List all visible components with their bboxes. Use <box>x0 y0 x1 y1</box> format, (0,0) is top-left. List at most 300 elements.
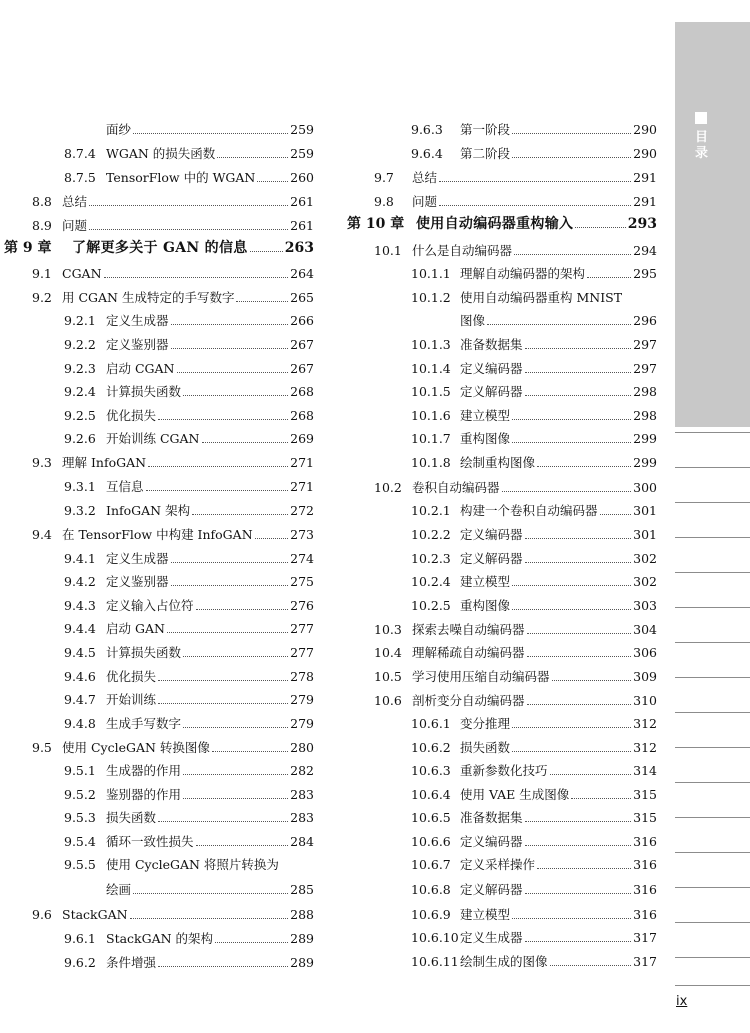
toc-entry-title: 定义编码器 <box>460 527 523 542</box>
toc-entry-title: 绘画 <box>106 882 132 897</box>
toc-entry-number: 9.2.5 <box>64 408 96 423</box>
toc-entry <box>32 286 314 306</box>
dot-leader <box>171 348 289 349</box>
toc-entry-title: 使用自动编码器重构 MNIST <box>460 290 623 305</box>
toc-entry <box>64 309 314 329</box>
toc-entry-number: 9.4.4 <box>64 621 96 636</box>
toc-entry-page: 266 <box>290 313 314 328</box>
toc-entry-number: 9.4.2 <box>64 574 96 589</box>
toc-entry <box>411 404 657 424</box>
toc-entry-page: 261 <box>290 218 314 233</box>
toc-entry-page: 261 <box>290 194 314 209</box>
toc-entry-title: 优化损失 <box>106 408 157 423</box>
dot-leader <box>512 157 631 158</box>
toc-entry-number: 10.1 <box>374 243 402 258</box>
toc-entry-title: 重构图像 <box>460 598 511 613</box>
toc-entry <box>106 118 314 138</box>
toc-entry <box>64 594 314 614</box>
toc-entry <box>411 950 657 970</box>
toc-entry-page: 284 <box>290 834 314 849</box>
toc-entry-number: 9.4.5 <box>64 645 96 660</box>
page-number: ix <box>676 994 688 1009</box>
toc-entry-title: 问题 <box>62 218 88 233</box>
toc-entry-number: 10.6.11 <box>411 954 459 969</box>
toc-entry-page: 282 <box>290 763 314 778</box>
toc-entry <box>32 736 314 756</box>
toc-entry-number: 10.6.4 <box>411 787 451 802</box>
tab-divider <box>675 502 750 503</box>
toc-entry <box>411 118 657 138</box>
toc-entry-page: 301 <box>633 503 657 518</box>
toc-entry-number: 10.1.6 <box>411 408 451 423</box>
dot-leader <box>212 751 288 752</box>
toc-entry-number: 10.6.9 <box>411 907 451 922</box>
toc-entry <box>411 594 657 614</box>
toc-entry-number: 9.2.3 <box>64 361 96 376</box>
toc-entry <box>374 665 657 685</box>
toc-entry <box>411 427 657 447</box>
toc-entry-title: 定义编码器 <box>460 361 523 376</box>
toc-entry-number: 10.1.5 <box>411 384 451 399</box>
toc-entry <box>411 806 657 826</box>
toc-entry-title: 使用 CycleGAN 转换图像 <box>62 740 210 755</box>
toc-entry-number: 8.8 <box>32 194 52 209</box>
toc-entry-number: 9.2.4 <box>64 384 96 399</box>
toc-entry <box>64 475 314 495</box>
toc-entry-title: 定义鉴别器 <box>106 574 169 589</box>
toc-entry-page: 299 <box>633 455 657 470</box>
dot-leader <box>202 442 289 443</box>
tab-divider <box>675 607 750 608</box>
toc-entry <box>64 380 314 400</box>
dot-leader <box>537 466 631 467</box>
toc-entry <box>32 523 314 543</box>
toc-entry-number: 9.6.3 <box>411 122 443 137</box>
dot-leader <box>525 562 632 563</box>
dot-leader <box>167 632 288 633</box>
dot-leader <box>600 514 632 515</box>
tab-divider <box>675 642 750 643</box>
toc-entry <box>374 641 657 661</box>
toc-entry-title: 损失函数 <box>106 810 157 825</box>
dot-leader <box>217 157 288 158</box>
toc-entry-number: 10.1.1 <box>411 266 451 281</box>
toc-entry <box>64 617 314 637</box>
toc-entry-number: 9.3.2 <box>64 503 96 518</box>
toc-entry-page: 268 <box>290 408 314 423</box>
toc-entry-title: StackGAN <box>62 907 128 922</box>
toc-entry <box>411 783 657 803</box>
dot-leader <box>171 585 289 586</box>
dot-leader <box>512 133 631 134</box>
toc-entry-title: StackGAN 的架构 <box>106 931 214 946</box>
toc-entry-page: 296 <box>633 313 657 328</box>
toc-entry-page: 277 <box>290 645 314 660</box>
tab-divider <box>675 677 750 678</box>
dot-leader <box>192 514 288 515</box>
toc-entry-title: 使用自动编码器重构输入 <box>416 216 574 232</box>
dot-leader <box>104 277 289 278</box>
toc-entry-page: 260 <box>290 170 314 185</box>
dot-leader <box>525 893 632 894</box>
toc-entry <box>460 309 657 329</box>
tab-divider <box>675 537 750 538</box>
toc-entry-page: 303 <box>633 598 657 613</box>
dot-leader <box>512 585 631 586</box>
toc-entry-title: 定义生成器 <box>460 930 523 945</box>
toc-entry-number: 第 10 章 <box>347 216 405 232</box>
toc-entry <box>411 853 657 873</box>
toc-entry-page: 273 <box>290 527 314 542</box>
dot-leader <box>183 395 288 396</box>
dot-leader <box>183 774 288 775</box>
toc-entry-page: 297 <box>633 361 657 376</box>
tab-divider <box>675 922 750 923</box>
toc-entry <box>374 239 657 259</box>
toc-entry-page: 267 <box>290 337 314 352</box>
tab-divider <box>675 747 750 748</box>
toc-entry-title: 条件增强 <box>106 955 157 970</box>
toc-entry <box>64 783 314 803</box>
toc-entry-page: 312 <box>633 716 657 731</box>
toc-entry <box>64 759 314 779</box>
dot-leader <box>487 324 631 325</box>
toc-entry-number: 9.8 <box>374 194 394 209</box>
toc-entry-page: 265 <box>290 290 314 305</box>
toc-entry-number: 8.7.5 <box>64 170 96 185</box>
toc-entry-number: 9.2.2 <box>64 337 96 352</box>
toc-entry-title: 建立模型 <box>460 408 511 423</box>
toc-entry-page: 271 <box>290 455 314 470</box>
toc-entry-title: 启动 GAN <box>106 621 165 636</box>
toc-entry-page: 299 <box>633 431 657 446</box>
toc-entry-title: 面纱 <box>106 122 132 137</box>
toc-entry-number: 10.5 <box>374 669 402 684</box>
dot-leader <box>527 656 632 657</box>
toc-entry-number: 10.1.3 <box>411 337 451 352</box>
toc-entry-number: 9.4.3 <box>64 598 96 613</box>
toc-entry-title: 理解 InfoGAN <box>62 455 147 470</box>
toc-entry-number: 9.5.4 <box>64 834 96 849</box>
toc-entry-number: 10.2 <box>374 480 402 495</box>
toc-entry-title: 启动 CGAN <box>106 361 175 376</box>
toc-entry-number: 9.6.2 <box>64 955 96 970</box>
toc-entry-number: 9.5.2 <box>64 787 96 802</box>
toc-entry-title: 问题 <box>412 194 438 209</box>
tab-divider <box>675 852 750 853</box>
dot-leader <box>133 893 288 894</box>
dot-leader <box>439 205 631 206</box>
toc-entry-page: 295 <box>633 266 657 281</box>
toc-entry-page: 274 <box>290 551 314 566</box>
toc-entry <box>32 190 314 210</box>
toc-entry-number: 10.2.3 <box>411 551 451 566</box>
toc-entry-title: 绘制重构图像 <box>460 455 536 470</box>
toc-entry-title: 定义解码器 <box>460 384 523 399</box>
toc-entry-number: 9.5.1 <box>64 763 96 778</box>
toc-entry-title: 了解更多关于 GAN 的信息 <box>72 240 248 256</box>
dot-leader <box>525 395 632 396</box>
dot-leader <box>525 845 632 846</box>
toc-entry-title: 卷积自动编码器 <box>412 480 500 495</box>
toc-entry-number: 9.3 <box>32 455 52 470</box>
toc-entry <box>411 712 657 732</box>
toc-entry-page: 317 <box>633 930 657 945</box>
toc-entry <box>106 878 314 898</box>
toc-entry-number: 10.6.1 <box>411 716 451 731</box>
toc-entry-page: 316 <box>633 882 657 897</box>
toc-entry <box>64 806 314 826</box>
dot-leader <box>158 966 288 967</box>
toc-entry-page: 278 <box>290 669 314 684</box>
toc-entry-title: 计算损失函数 <box>106 384 182 399</box>
toc-entry <box>411 547 657 567</box>
dot-leader <box>550 965 632 966</box>
dot-leader <box>177 372 289 373</box>
toc-entry <box>64 665 314 685</box>
toc-entry-number: 9.3.1 <box>64 479 96 494</box>
toc-entry <box>374 476 657 496</box>
toc-entry-page: 277 <box>290 621 314 636</box>
toc-entry <box>64 570 314 590</box>
toc-entry <box>411 830 657 850</box>
toc-entry-page: 315 <box>633 787 657 802</box>
dot-leader <box>148 466 288 467</box>
toc-entry-page: 317 <box>633 954 657 969</box>
toc-entry-page: 300 <box>633 480 657 495</box>
toc-entry <box>411 570 657 590</box>
toc-entry-title: 鉴别器的作用 <box>106 787 182 802</box>
tab-divider <box>675 887 750 888</box>
toc-entry-number: 9.2 <box>32 290 52 305</box>
toc-entry-title: 开始训练 CGAN <box>106 431 200 446</box>
toc-entry <box>64 427 314 447</box>
toc-entry <box>64 404 314 424</box>
dot-leader <box>527 704 632 705</box>
toc-entry <box>64 166 314 186</box>
dot-leader <box>525 348 632 349</box>
toc-entry-page: 306 <box>633 645 657 660</box>
toc-entry-page: 304 <box>633 622 657 637</box>
toc-entry-number: 10.2.4 <box>411 574 451 589</box>
toc-entry-page: 263 <box>284 240 314 256</box>
toc-entry-title: 生成手写数字 <box>106 716 182 731</box>
toc-entry-number: 10.1.7 <box>411 431 451 446</box>
toc-entry-number: 9.5.3 <box>64 810 96 825</box>
toc-entry-page: 316 <box>633 857 657 872</box>
dot-leader <box>133 133 288 134</box>
dot-leader <box>512 918 631 919</box>
toc-entry-title: 第二阶段 <box>460 146 511 161</box>
toc-entry <box>411 451 657 471</box>
tab-divider <box>675 957 750 958</box>
toc-entry <box>64 547 314 567</box>
dot-leader <box>550 774 632 775</box>
toc-entry-page: 280 <box>290 740 314 755</box>
tab-divider <box>675 985 750 986</box>
toc-entry-number: 8.9 <box>32 218 52 233</box>
toc-entry-page: 288 <box>290 907 314 922</box>
square-marker-icon <box>695 112 707 124</box>
toc-entry <box>411 286 657 306</box>
dot-leader <box>171 562 289 563</box>
toc-entry-number: 10.4 <box>374 645 402 660</box>
toc-entry-title: 在 TensorFlow 中构建 InfoGAN <box>62 527 253 542</box>
toc-entry-title: 理解自动编码器的架构 <box>460 266 586 281</box>
toc-entry-title: 循环一致性损失 <box>106 834 194 849</box>
dot-leader <box>512 609 631 610</box>
toc-entry-title: 开始训练 <box>106 692 157 707</box>
tab-divider <box>675 817 750 818</box>
toc-entry <box>411 878 657 898</box>
toc-entry <box>64 712 314 732</box>
dot-leader <box>146 490 289 491</box>
toc-entry-page: 291 <box>633 194 657 209</box>
dot-leader <box>255 538 289 539</box>
toc-entry <box>411 262 657 282</box>
toc-entry-page: 310 <box>633 693 657 708</box>
toc-entry-title: 第一阶段 <box>460 122 511 137</box>
toc-entry-page: 302 <box>633 551 657 566</box>
toc-entry-title: 定义解码器 <box>460 882 523 897</box>
dot-leader <box>158 419 288 420</box>
toc-entry-title: 图像 <box>460 313 486 328</box>
toc-entry-page: 269 <box>290 431 314 446</box>
tab-divider <box>675 712 750 713</box>
toc-entry-number: 10.6.5 <box>411 810 451 825</box>
toc-entry-page: 279 <box>290 716 314 731</box>
dot-leader <box>183 727 288 728</box>
toc-entry-number: 10.1.8 <box>411 455 451 470</box>
toc-entry-page: 279 <box>290 692 314 707</box>
toc-entry <box>411 926 657 946</box>
toc-entry-number: 9.2.6 <box>64 431 96 446</box>
toc-entry-page: 290 <box>633 146 657 161</box>
toc-entry-number: 10.2.1 <box>411 503 451 518</box>
dot-leader <box>196 609 289 610</box>
toc-entry <box>64 499 314 519</box>
toc-entry-title: 重新参数化技巧 <box>460 763 548 778</box>
toc-entry <box>64 641 314 661</box>
dot-leader <box>514 254 631 255</box>
dot-leader <box>512 727 631 728</box>
dot-leader <box>236 301 288 302</box>
dot-leader <box>158 680 288 681</box>
toc-entry-page: 316 <box>633 907 657 922</box>
toc-entry-title: 建立模型 <box>460 907 511 922</box>
toc-entry-title: 变分推理 <box>460 716 511 731</box>
toc-entry-page: 316 <box>633 834 657 849</box>
toc-entry-page: 312 <box>633 740 657 755</box>
sidebar-label: 目录 <box>695 130 709 161</box>
toc-entry-page: 297 <box>633 337 657 352</box>
tab-divider <box>675 467 750 468</box>
toc-entry-title: 什么是自动编码器 <box>412 243 513 258</box>
toc-entry-number: 9.2.1 <box>64 313 96 328</box>
toc-entry-title: 剖析变分自动编码器 <box>412 693 525 708</box>
toc-entry <box>411 759 657 779</box>
toc-entry <box>64 951 314 971</box>
toc-entry <box>64 357 314 377</box>
dot-leader <box>171 324 289 325</box>
toc-entry-page: 259 <box>290 122 314 137</box>
dot-leader <box>587 277 631 278</box>
toc-entry <box>374 190 657 210</box>
toc-entry-page: 268 <box>290 384 314 399</box>
toc-entry-number: 10.3 <box>374 622 402 637</box>
toc-chapter-entry <box>4 236 314 256</box>
toc-entry-number: 10.1.2 <box>411 290 451 305</box>
toc-entry-number: 10.6.6 <box>411 834 451 849</box>
toc-entry <box>32 214 314 234</box>
chapter-tab-sidebar <box>675 22 750 427</box>
toc-entry <box>374 689 657 709</box>
toc-entry-title: 定义采样操作 <box>460 857 536 872</box>
toc-entry-title: 理解稀疏自动编码器 <box>412 645 525 660</box>
toc-entry-title: 优化损失 <box>106 669 157 684</box>
toc-entry <box>411 333 657 353</box>
dot-leader <box>89 229 288 230</box>
toc-entry-page: 283 <box>290 810 314 825</box>
dot-leader <box>250 251 283 252</box>
toc-entry-number: 9.4.7 <box>64 692 96 707</box>
dot-leader <box>525 941 632 942</box>
toc-entry-page: 267 <box>290 361 314 376</box>
dot-leader <box>527 633 632 634</box>
toc-entry <box>411 499 657 519</box>
toc-entry-number: 10.6.10 <box>411 930 459 945</box>
dot-leader <box>525 821 632 822</box>
dot-leader <box>537 868 631 869</box>
dot-leader <box>257 181 288 182</box>
toc-entry-page: 314 <box>633 763 657 778</box>
dot-leader <box>158 703 288 704</box>
toc-entry-page: 272 <box>290 503 314 518</box>
toc-entry-title: TensorFlow 中的 WGAN <box>106 170 256 185</box>
toc-entry-number: 9.6.4 <box>411 146 443 161</box>
toc-entry <box>411 523 657 543</box>
toc-entry-number: 8.7.4 <box>64 146 96 161</box>
toc-entry <box>64 333 314 353</box>
dot-leader <box>439 181 631 182</box>
toc-entry-number: 第 9 章 <box>4 240 52 256</box>
toc-entry-title: 重构图像 <box>460 431 511 446</box>
toc-entry-page: 264 <box>290 266 314 281</box>
toc-entry-title: 构建一个卷积自动编码器 <box>460 503 598 518</box>
toc-entry-page: 289 <box>290 955 314 970</box>
toc-entry-number: 9.5.5 <box>64 857 96 872</box>
toc-entry-number: 10.6.7 <box>411 857 451 872</box>
toc-entry-title: 总结 <box>62 194 88 209</box>
toc-entry-number: 9.6.1 <box>64 931 96 946</box>
toc-entry-page: 309 <box>633 669 657 684</box>
toc-entry-number: 10.1.4 <box>411 361 451 376</box>
tab-divider <box>675 572 750 573</box>
toc-entry-number: 9.5 <box>32 740 52 755</box>
toc-entry-title: 绘制生成的图像 <box>460 954 548 969</box>
dot-leader <box>158 821 288 822</box>
dot-leader <box>552 680 632 681</box>
dot-leader <box>183 656 288 657</box>
toc-entry-page: 289 <box>290 931 314 946</box>
toc-entry <box>411 142 657 162</box>
toc-entry-page: 298 <box>633 384 657 399</box>
dot-leader <box>525 538 632 539</box>
toc-entry-page: 285 <box>290 882 314 897</box>
toc-entry <box>32 451 314 471</box>
toc-entry-title: 定义生成器 <box>106 551 169 566</box>
toc-entry-page: 301 <box>633 527 657 542</box>
